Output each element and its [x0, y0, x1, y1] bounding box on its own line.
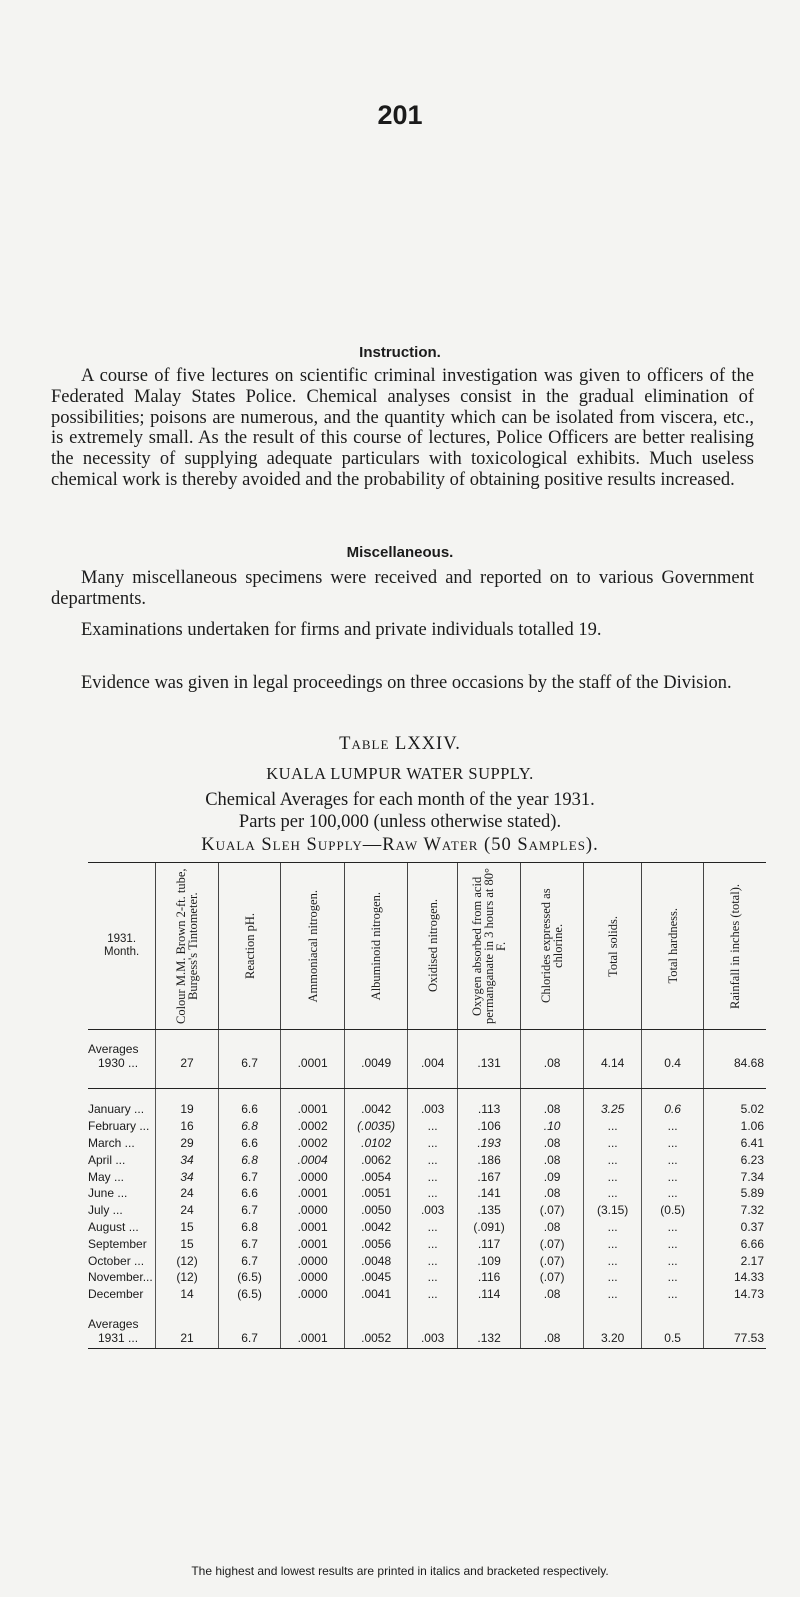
cell: .08: [521, 1030, 584, 1075]
cell: ...: [642, 1286, 704, 1303]
cell: ...: [408, 1185, 457, 1202]
cell: .186: [457, 1151, 521, 1168]
cell: .114: [457, 1286, 521, 1303]
cell: 3.25: [583, 1101, 642, 1118]
cell: 6.8: [218, 1219, 281, 1236]
cell: .09: [521, 1168, 584, 1185]
cell: (.091): [457, 1219, 521, 1236]
month-label: October ...: [88, 1253, 145, 1268]
table-title-line4: Kuala Sleh Supply—Raw Water (50 Samples).: [201, 835, 599, 855]
table-title-line1: KUALA LUMPUR WATER SUPPLY.: [266, 764, 534, 783]
cell: .0000: [281, 1252, 345, 1269]
col-oxygen: Oxygen absorbed from acid permanganate in 3 hours at 80° F.: [457, 863, 521, 1030]
month-label: February ...: [88, 1119, 150, 1134]
table-row: [88, 1286, 766, 1303]
cell: 7.32: [703, 1202, 766, 1219]
cell: 15: [156, 1219, 219, 1236]
cell: ...: [642, 1185, 704, 1202]
cell: ...: [642, 1252, 704, 1269]
cell: 77.53: [703, 1303, 766, 1349]
cell: 29: [156, 1135, 219, 1152]
cell: .113: [457, 1101, 521, 1118]
table-footnote: The highest and lowest results are printed in italics and bracketed respectively.: [191, 1564, 609, 1578]
separator-row: [88, 1074, 766, 1089]
cell: .0062: [344, 1151, 408, 1168]
month-label: December: [88, 1287, 144, 1302]
cell: ...: [642, 1151, 704, 1168]
month-rows: [88, 1101, 766, 1303]
cell: .0001: [281, 1219, 345, 1236]
table-row: [88, 1101, 766, 1118]
cell: .135: [457, 1202, 521, 1219]
col-month: 1931. Month.: [88, 863, 156, 1030]
cell: .116: [457, 1269, 521, 1286]
cell: ...: [408, 1235, 457, 1252]
table-row: [88, 1151, 766, 1168]
cell: 6.6: [218, 1135, 281, 1152]
row-label: Averages 1930 ...: [88, 1042, 139, 1070]
cell: .08: [521, 1101, 584, 1118]
cell: .0001: [281, 1235, 345, 1252]
cell: .08: [521, 1303, 584, 1349]
month-label: January ...: [88, 1102, 145, 1117]
cell: 6.6: [218, 1101, 281, 1118]
cell: .106: [457, 1118, 521, 1135]
cell: ...: [583, 1286, 642, 1303]
cell: 6.66: [703, 1235, 766, 1252]
cell: .08: [521, 1135, 584, 1152]
cell: 7.34: [703, 1168, 766, 1185]
cell: .0102: [344, 1135, 408, 1152]
cell: ...: [583, 1252, 642, 1269]
cell: .0049: [344, 1030, 408, 1075]
cell: ...: [583, 1269, 642, 1286]
misc-paragraph-3: Evidence was given in legal proceedings on three occasions by the staff of the Division.: [81, 673, 732, 693]
table-row: [88, 1202, 766, 1219]
cell: .0002: [281, 1118, 345, 1135]
cell: .0054: [344, 1168, 408, 1185]
cell: .0042: [344, 1219, 408, 1236]
page-number: 201: [377, 100, 423, 130]
table-row: [88, 1118, 766, 1135]
cell: 5.02: [703, 1101, 766, 1118]
table-row: [88, 1185, 766, 1202]
cell: .0048: [344, 1252, 408, 1269]
cell: ...: [642, 1118, 704, 1135]
month-label: July ...: [88, 1203, 123, 1218]
cell: 6.6: [218, 1185, 281, 1202]
cell: ...: [408, 1269, 457, 1286]
month-label: September: [88, 1236, 147, 1251]
table-title-line3: Parts per 100,000 (unless otherwise stated).: [238, 812, 562, 832]
water-analysis-table: [88, 862, 766, 1349]
cell: 34: [156, 1168, 219, 1185]
month-label: November...: [88, 1270, 153, 1285]
cell: 14: [156, 1286, 219, 1303]
cell: .0042: [344, 1101, 408, 1118]
cell: 84.68: [703, 1030, 766, 1075]
cell: 21: [156, 1303, 219, 1349]
col-colour: Colour M.M. Brown 2-ft. tube, Burgess's Tintometer.: [156, 863, 219, 1030]
cell: .004: [408, 1030, 457, 1075]
cell: .0001: [281, 1185, 345, 1202]
cell: ...: [408, 1151, 457, 1168]
header-row: [88, 863, 766, 1030]
misc-paragraph-1: Many miscellaneous specimens were received and reported on to various Government departments.: [51, 568, 754, 609]
cell: .0056: [344, 1235, 408, 1252]
cell: 3.20: [583, 1303, 642, 1349]
cell: ...: [642, 1269, 704, 1286]
cell: .08: [521, 1185, 584, 1202]
cell: ...: [642, 1168, 704, 1185]
col-ph: Reaction pH.: [218, 863, 281, 1030]
table-row: [88, 1252, 766, 1269]
cell: .003: [408, 1202, 457, 1219]
cell: 24: [156, 1202, 219, 1219]
cell: .0000: [281, 1202, 345, 1219]
table-title-line2: Chemical Averages for each month of the year 1931.: [205, 790, 595, 810]
cell: .0045: [344, 1269, 408, 1286]
cell: 16: [156, 1118, 219, 1135]
cell: (.07): [521, 1202, 584, 1219]
table-row: [88, 1235, 766, 1252]
table-row: [88, 1219, 766, 1236]
cell: (0.5): [642, 1202, 704, 1219]
cell: ...: [408, 1135, 457, 1152]
cell: ...: [583, 1185, 642, 1202]
row-label: Averages 1931 ...: [88, 1303, 156, 1349]
section-heading-miscellaneous: Miscellaneous.: [346, 544, 454, 561]
col-oxidised: Oxidised nitrogen.: [408, 863, 457, 1030]
cell: 6.8: [218, 1118, 281, 1135]
cell: 27: [156, 1030, 219, 1075]
cell: .132: [457, 1303, 521, 1349]
cell: (12): [156, 1269, 219, 1286]
month-label: March ...: [88, 1135, 135, 1150]
cell: (.0035): [344, 1118, 408, 1135]
cell: 0.6: [642, 1101, 704, 1118]
cell: .0041: [344, 1286, 408, 1303]
cell: .0001: [281, 1303, 345, 1349]
table-row: [88, 1135, 766, 1152]
cell: 5.89: [703, 1185, 766, 1202]
cell: (.07): [521, 1235, 584, 1252]
table-row: [88, 1269, 766, 1286]
cell: ...: [583, 1135, 642, 1152]
cell: .109: [457, 1252, 521, 1269]
cell: ...: [583, 1219, 642, 1236]
cell: 34: [156, 1151, 219, 1168]
cell: 6.7: [218, 1235, 281, 1252]
cell: 0.37: [703, 1219, 766, 1236]
cell: 19: [156, 1101, 219, 1118]
cell: 0.4: [642, 1030, 704, 1075]
averages-1931-row: [88, 1303, 766, 1349]
cell: .0051: [344, 1185, 408, 1202]
table-row: [88, 1168, 766, 1185]
cell: 14.33: [703, 1269, 766, 1286]
cell: ...: [642, 1135, 704, 1152]
cell: ...: [408, 1118, 457, 1135]
cell: 6.41: [703, 1135, 766, 1152]
instruction-paragraph: A course of five lectures on scientific criminal investigation was given to officers of the Federated Malay States Police. Chemical analyses consist in the gradual elimination of possibilities; poisons are numerous, and the quantity which can be isolated from viscera, etc., is extremely small. As the result of this course of lectures, Police Officers are better realising the necessity of supplying adequate particulars with toxicological exhibits. Much useless chemical work is thereby avoided and the probability of obtaining positive results increased.: [51, 366, 754, 490]
cell: .117: [457, 1235, 521, 1252]
cell: .131: [457, 1030, 521, 1075]
cell: .0052: [344, 1303, 408, 1349]
cell: 6.7: [218, 1030, 281, 1075]
cell: .0004: [281, 1151, 345, 1168]
cell: .10: [521, 1118, 584, 1135]
cell: ...: [408, 1168, 457, 1185]
cell: 1.06: [703, 1118, 766, 1135]
cell: .0002: [281, 1135, 345, 1152]
col-hardness: Total hardness.: [642, 863, 704, 1030]
gap-row: [88, 1089, 766, 1102]
month-label: May ...: [88, 1169, 125, 1184]
cell: 2.17: [703, 1252, 766, 1269]
cell: ...: [583, 1168, 642, 1185]
cell: .08: [521, 1219, 584, 1236]
cell: 15: [156, 1235, 219, 1252]
cell: .167: [457, 1168, 521, 1185]
cell: 24: [156, 1185, 219, 1202]
cell: .003: [408, 1303, 457, 1349]
cell: 6.7: [218, 1202, 281, 1219]
cell: (6.5): [218, 1286, 281, 1303]
cell: ...: [408, 1286, 457, 1303]
cell: (12): [156, 1252, 219, 1269]
col-ammoniacal: Ammoniacal nitrogen.: [281, 863, 345, 1030]
cell: (6.5): [218, 1269, 281, 1286]
cell: 6.23: [703, 1151, 766, 1168]
cell: ...: [583, 1151, 642, 1168]
cell: 6.7: [218, 1252, 281, 1269]
cell: 4.14: [583, 1030, 642, 1075]
cell: .003: [408, 1101, 457, 1118]
month-label: August ...: [88, 1219, 139, 1234]
table-label: Table LXXIV.: [339, 734, 461, 754]
cell: .0000: [281, 1269, 345, 1286]
cell: ...: [642, 1235, 704, 1252]
col-rainfall: Rainfall in inches (total).: [703, 863, 766, 1030]
averages-1930-row: [88, 1030, 766, 1075]
cell: .193: [457, 1135, 521, 1152]
misc-paragraph-2: Examinations undertaken for firms and private individuals totalled 19.: [81, 620, 602, 640]
col-solids: Total solids.: [583, 863, 642, 1030]
cell: (.07): [521, 1252, 584, 1269]
cell: .0000: [281, 1168, 345, 1185]
cell: .0000: [281, 1286, 345, 1303]
cell: ...: [583, 1118, 642, 1135]
cell: .0050: [344, 1202, 408, 1219]
month-label: June ...: [88, 1186, 128, 1201]
cell: 0.5: [642, 1303, 704, 1349]
section-heading-instruction: Instruction.: [359, 344, 441, 361]
cell: .141: [457, 1185, 521, 1202]
cell: (3.15): [583, 1202, 642, 1219]
cell: .0001: [281, 1101, 345, 1118]
cell: ...: [642, 1219, 704, 1236]
col-albuminoid: Albuminoid nitrogen.: [344, 863, 408, 1030]
month-label: April ...: [88, 1152, 126, 1167]
cell: 14.73: [703, 1286, 766, 1303]
col-chlorides: Chlorides expressed as chlorine.: [521, 863, 584, 1030]
cell: ...: [408, 1252, 457, 1269]
cell: .08: [521, 1286, 584, 1303]
cell: .08: [521, 1151, 584, 1168]
cell: ...: [408, 1219, 457, 1236]
cell: 6.8: [218, 1151, 281, 1168]
cell: ...: [583, 1235, 642, 1252]
cell: .0001: [281, 1030, 345, 1075]
cell: 6.7: [218, 1168, 281, 1185]
cell: 6.7: [218, 1303, 281, 1349]
cell: (.07): [521, 1269, 584, 1286]
